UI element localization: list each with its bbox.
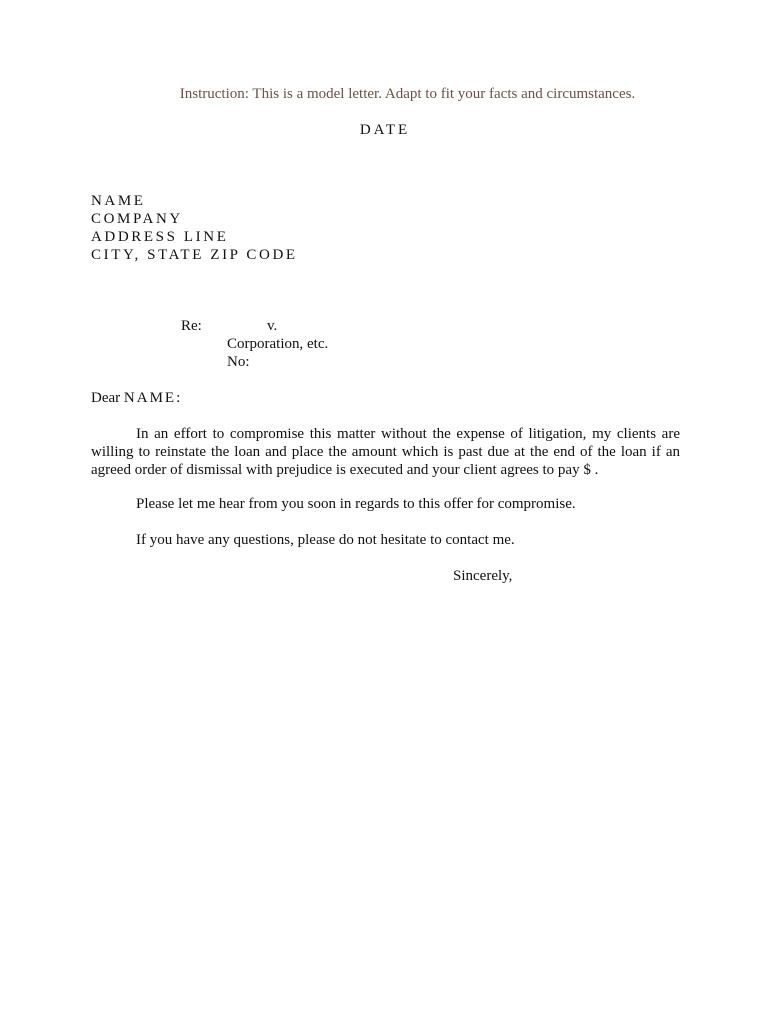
body-paragraph-request: Please let me hear from you soon in regards to this offer for compromise. xyxy=(136,496,576,512)
recipient-company: COMPANY xyxy=(91,211,183,227)
recipient-address-line: ADDRESS LINE xyxy=(91,229,229,245)
recipient-name: NAME xyxy=(91,193,146,209)
body-paragraph-contact: If you have any questions, please do not hesitate to contact me. xyxy=(136,532,515,548)
date-placeholder: DATE xyxy=(359,122,411,138)
re-label: Re: xyxy=(181,318,202,334)
re-corporation: Corporation, etc. xyxy=(227,336,329,352)
recipient-city-state-zip: CITY, STATE ZIP CODE xyxy=(91,247,298,263)
salutation xyxy=(91,390,182,407)
salutation-name: NAME: xyxy=(123,390,183,406)
instruction-note: Instruction: This is a model letter. Adapt to fit your facts and circumstances. xyxy=(179,86,636,102)
re-case-number: No: xyxy=(227,354,250,370)
body-paragraph-offer: In an effort to compromise this matter without the expense of litigation, my clients are willing to reinstate the loan and place the amount which is past due at the end of the loan if an agreed order of dismissal with prejudice is executed and your client agrees to pay $ . xyxy=(91,426,680,478)
closing: Sincerely, xyxy=(453,568,513,584)
salutation-prefix: Dear xyxy=(91,390,121,406)
re-versus: v. xyxy=(267,318,278,334)
